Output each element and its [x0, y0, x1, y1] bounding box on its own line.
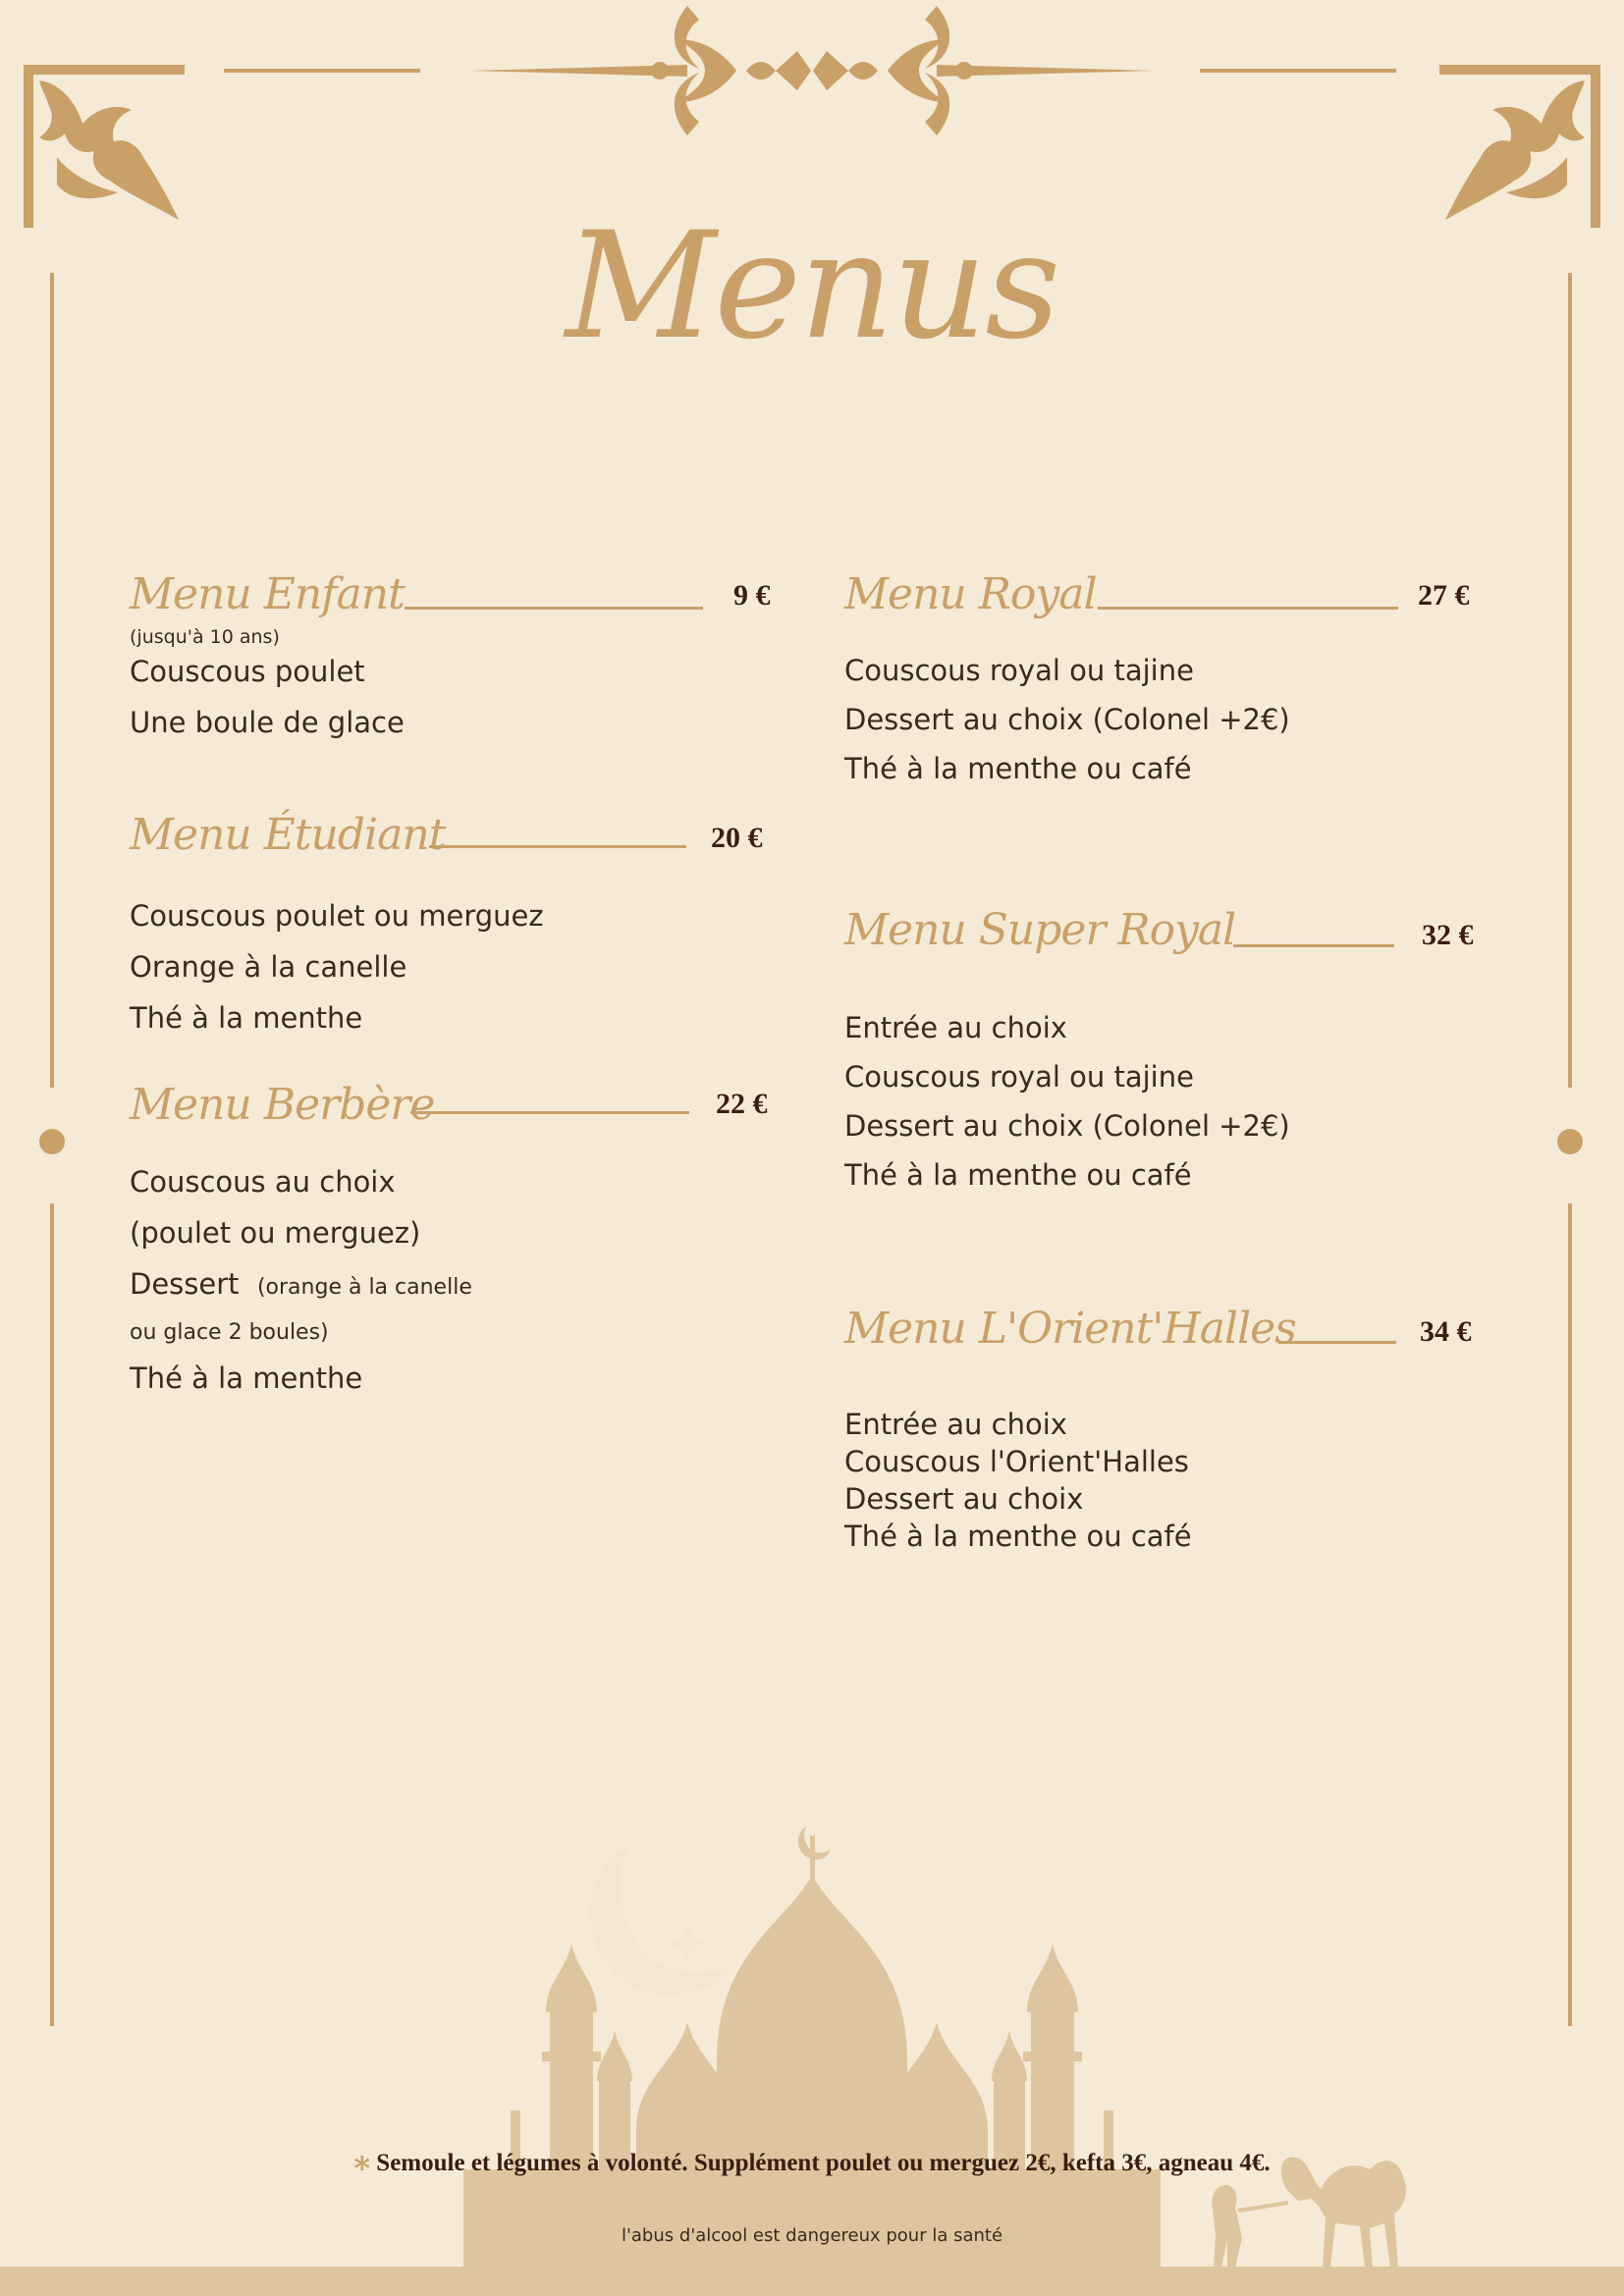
menu-name: Menu L'Orient'Halles [844, 1304, 1296, 1354]
menu-dotted-rule [1098, 607, 1398, 610]
menu-price: 34 € [1420, 1315, 1472, 1348]
menu-price: 9 € [733, 579, 771, 612]
footer-note-text: Semoule et légumes à volonté. Supplément poulet ou merguez 2€, kefta 3€, agneau 4€. [376, 2150, 1271, 2176]
menu-item: (poulet ou merguez) [130, 1216, 421, 1250]
menu-item: Entrée au choix [844, 1408, 1067, 1441]
mosque-silhouette [463, 1836, 1161, 2277]
bottom-decoration [0, 1816, 1624, 2296]
footer-note [0, 2150, 1624, 2187]
menu-dotted-rule [429, 845, 686, 848]
menu-item: Une boule de glace [130, 706, 405, 739]
menu-super-royal [844, 905, 1492, 1200]
menu-header [130, 810, 778, 879]
menu-item-detail: ou glace 2 boules) [130, 1320, 329, 1345]
asterisk-mark: * [353, 2150, 371, 2187]
menu-item: Couscous l'Orient'Halles [844, 1445, 1189, 1478]
menu-item: Couscous royal ou tajine [844, 1060, 1194, 1094]
menu-royal [844, 569, 1492, 793]
menu-name: Menu Enfant [130, 569, 405, 619]
menu-item: Dessert au choix (Colonel +2€) [844, 1109, 1290, 1143]
dessert-label: Dessert [130, 1267, 240, 1301]
frame-line-right-top [1568, 273, 1572, 1088]
menu-item: Entrée au choix [844, 1011, 1067, 1044]
menu-item: Couscous au choix [130, 1165, 396, 1199]
star-icon [668, 1924, 707, 1963]
menu-price: 32 € [1422, 919, 1474, 951]
menu-item: Thé à la menthe ou café [844, 752, 1192, 785]
menu-header [844, 569, 1492, 638]
menu-dotted-rule [1233, 944, 1394, 947]
top-line-right [1200, 69, 1396, 73]
menu-orient-halles [844, 1304, 1492, 1555]
menu-name: Menu Super Royal [844, 905, 1236, 955]
menu-price: 20 € [711, 822, 763, 854]
menu-item: Thé à la menthe [130, 1362, 363, 1395]
menu-header [844, 1304, 1492, 1372]
menu-item: Thé à la menthe [130, 1001, 363, 1035]
menu-dotted-rule [405, 607, 703, 610]
menu-item: Dessert au choix (Colonel +2€) [844, 703, 1290, 736]
menu-item: Couscous royal ou tajine [844, 654, 1194, 687]
menu-item: Orange à la canelle [130, 950, 407, 984]
menu-etudiant [130, 810, 778, 1043]
alcohol-warning: l'abus d'alcool est dangereux pour la santé [621, 2225, 1003, 2246]
menu-dotted-rule [1278, 1341, 1396, 1344]
frame-dot-left [39, 1129, 65, 1154]
menu-item: Dessert au choix [844, 1482, 1084, 1516]
menu-item: Couscous poulet [130, 655, 365, 688]
menu-price: 27 € [1418, 579, 1470, 612]
frame-dot-right [1557, 1129, 1583, 1154]
menu-item-dessert [130, 1258, 778, 1313]
page-title: Menus [565, 201, 1059, 372]
menu-header [844, 905, 1492, 974]
menu-item: Couscous poulet ou merguez [130, 899, 544, 933]
dessert-detail: (orange à la canelle [256, 1275, 472, 1300]
crescent-moon-icon [590, 1845, 736, 1996]
top-line-left [224, 69, 420, 73]
menu-enfant [130, 569, 778, 748]
menu-item: Thé à la menthe ou café [844, 1158, 1192, 1192]
menu-name: Menu Royal [844, 569, 1097, 619]
menu-name: Menu Berbère [130, 1080, 435, 1130]
menu-dotted-rule [410, 1111, 689, 1114]
frame-line-left-top [50, 273, 54, 1088]
menu-header [130, 1080, 778, 1148]
menu-item: Thé à la menthe ou café [844, 1520, 1192, 1553]
top-flourish-icon [469, 6, 1155, 135]
menu-header [130, 569, 778, 648]
menu-note: (jusqu'à 10 ans) [130, 626, 280, 648]
menu-berbere [130, 1080, 778, 1404]
menu-price: 22 € [716, 1088, 768, 1120]
menu-name: Menu Étudiant [130, 810, 446, 860]
top-ornament [0, 0, 1624, 236]
